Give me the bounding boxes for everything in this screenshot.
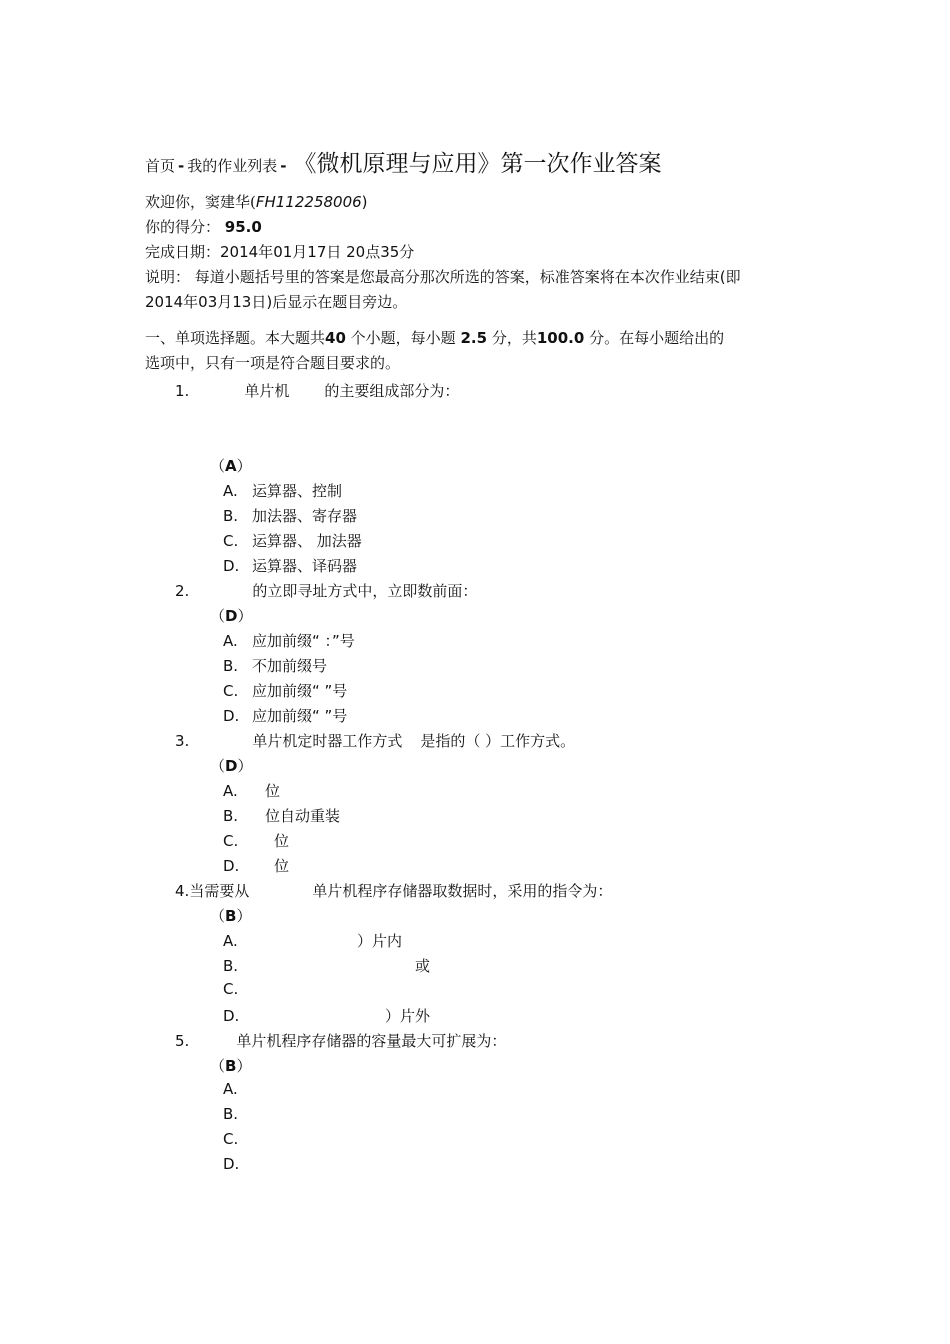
- option-letter: D.: [223, 1007, 240, 1025]
- page-title: 《微机原理与应用》第一次作业答案: [293, 151, 662, 177]
- question-number: 1.: [175, 382, 190, 400]
- option-text: 应加前缀“ ”号: [252, 707, 348, 725]
- option-text: 位: [274, 832, 290, 850]
- section-text: 个小题，每小题: [350, 329, 456, 347]
- option-a: [223, 480, 342, 501]
- answer-selected: [210, 605, 252, 626]
- option-letter: A.: [223, 482, 238, 500]
- answer-paren: ）: [236, 457, 252, 475]
- option-letter: B.: [223, 807, 239, 825]
- section-line-1: [145, 326, 815, 351]
- breadcrumb-homework-list-link[interactable]: 我的作业列表: [187, 157, 278, 175]
- note-line-2: 2014年03月13日)后显示在题目旁边。: [145, 293, 408, 311]
- question-text: 的主要组成部分为：: [324, 382, 460, 400]
- section-line-2: 选项中，只有一项是符合题目要求的。: [145, 354, 401, 372]
- option-c: [223, 1130, 252, 1148]
- student-id: FH112258006: [255, 193, 362, 211]
- option-letter: C.: [223, 832, 239, 850]
- option-a: [223, 930, 402, 951]
- option-text: 加法器、寄存器: [252, 507, 358, 525]
- question-5: [175, 1030, 506, 1051]
- question-1: [175, 380, 459, 401]
- note-block: [145, 265, 815, 315]
- section-text: 一、单项选择题。本大题共: [145, 329, 326, 347]
- answer-paren: （: [210, 757, 226, 775]
- option-text: 位: [274, 857, 290, 875]
- welcome-line: [145, 190, 815, 215]
- answer-paren: （: [210, 607, 226, 625]
- option-letter: B.: [223, 657, 239, 675]
- completion-date-line: [145, 240, 815, 265]
- option-letter: C.: [223, 682, 239, 700]
- answer-paren: ）: [237, 607, 253, 625]
- welcome-label: 欢迎你，窦建华(: [145, 193, 256, 211]
- option-letter: B.: [223, 507, 239, 525]
- answer-letter: A: [225, 457, 237, 475]
- points-each: 2.5: [460, 329, 488, 347]
- answer-paren: ）: [236, 1057, 252, 1075]
- option-letter: D.: [223, 1155, 240, 1173]
- option-letter: D.: [223, 857, 240, 875]
- answer-selected: [210, 1055, 251, 1076]
- option-letter: B.: [223, 957, 239, 975]
- question-text: 当需要从: [189, 882, 250, 900]
- option-letter: C.: [223, 532, 239, 550]
- answer-letter: D: [225, 607, 238, 625]
- option-text: ）片外: [385, 1007, 431, 1025]
- option-letter: C.: [223, 1130, 239, 1148]
- date-value: 2014年01月17日 20点35分: [220, 243, 415, 261]
- question-text: 单片机: [244, 382, 290, 400]
- option-b: [223, 1105, 252, 1123]
- question-text: 单片机定时器工作方式: [252, 732, 403, 750]
- option-c: [223, 680, 347, 701]
- option-letter: D.: [223, 557, 240, 575]
- question-number: 4.: [175, 882, 190, 900]
- answer-paren: （: [210, 907, 226, 925]
- option-c: [223, 530, 362, 551]
- option-text: 应加前缀“ ”号: [252, 682, 348, 700]
- question-text: 单片机程序存储器取数据时，采用的指令为：: [312, 882, 613, 900]
- question-text: 单片机程序存储器的容量最大可扩展为：: [236, 1032, 507, 1050]
- option-letter: D.: [223, 707, 240, 725]
- answer-letter: D: [225, 757, 238, 775]
- option-c: [223, 830, 289, 851]
- question-count: 40: [325, 329, 346, 347]
- section-heading: [145, 326, 815, 376]
- question-4: [175, 880, 612, 901]
- option-text: 应加前缀“ ：”号: [252, 632, 355, 650]
- option-text: ）片内: [357, 932, 403, 950]
- question-number: 5.: [175, 1032, 190, 1050]
- answer-paren: ）: [236, 907, 252, 925]
- option-a: [223, 780, 280, 801]
- question-text: 的立即寻址方式中，立即数前面：: [252, 582, 478, 600]
- option-text: 位: [265, 782, 281, 800]
- score-line: [145, 215, 815, 240]
- option-b: [223, 955, 430, 976]
- option-text: 运算器、 加法器: [252, 532, 362, 550]
- question-2: [175, 580, 477, 601]
- section-text: 分。在每小题给出的: [589, 329, 725, 347]
- option-letter: B.: [223, 1105, 239, 1123]
- option-b: [223, 805, 340, 826]
- option-text: 不加前缀号: [252, 657, 328, 675]
- section-text: 分，共: [491, 329, 537, 347]
- option-letter: A.: [223, 932, 238, 950]
- answer-selected: [210, 755, 252, 776]
- option-d: [223, 705, 347, 726]
- answer-selected: [210, 905, 251, 926]
- breadcrumb-separator: -: [178, 157, 185, 175]
- option-d: [223, 1155, 252, 1173]
- answer-paren: ）: [237, 757, 253, 775]
- option-c: [223, 980, 252, 998]
- date-label: 完成日期：: [145, 243, 221, 261]
- option-letter: A.: [223, 1080, 238, 1098]
- answer-paren: （: [210, 457, 226, 475]
- welcome-close: ): [361, 193, 368, 211]
- question-number: 2.: [175, 582, 190, 600]
- answer-letter: B: [225, 1057, 237, 1075]
- note-line-1: 说明： 每道小题括号里的答案是您最高分那次所选的答案，标准答案将在本次作业结束(即: [145, 268, 741, 286]
- answer-paren: （: [210, 1057, 226, 1075]
- points-total: 100.0: [536, 329, 585, 347]
- option-text: 位自动重装: [265, 807, 341, 825]
- breadcrumb: [145, 145, 662, 178]
- option-letter: A.: [223, 632, 238, 650]
- option-letter: A.: [223, 782, 238, 800]
- option-text: 或: [415, 957, 431, 975]
- option-letter: C.: [223, 980, 239, 998]
- answer-letter: B: [225, 907, 237, 925]
- breadcrumb-home-link[interactable]: 首页: [145, 157, 176, 175]
- question-3: [175, 730, 575, 751]
- option-b: [223, 655, 327, 676]
- option-d: [223, 1005, 430, 1026]
- breadcrumb-separator: -: [280, 157, 287, 175]
- option-a: [223, 1080, 252, 1098]
- option-a: [223, 630, 355, 651]
- option-text: 运算器、控制: [252, 482, 343, 500]
- option-b: [223, 505, 357, 526]
- question-number: 3.: [175, 732, 190, 750]
- option-d: [223, 555, 357, 576]
- option-d: [223, 855, 289, 876]
- score-label: 你的得分：: [145, 218, 221, 236]
- option-text: 运算器、译码器: [252, 557, 358, 575]
- question-text: 是指的（ ）工作方式。: [420, 732, 576, 750]
- score-value: 95.0: [224, 218, 262, 236]
- answer-selected: [210, 455, 252, 476]
